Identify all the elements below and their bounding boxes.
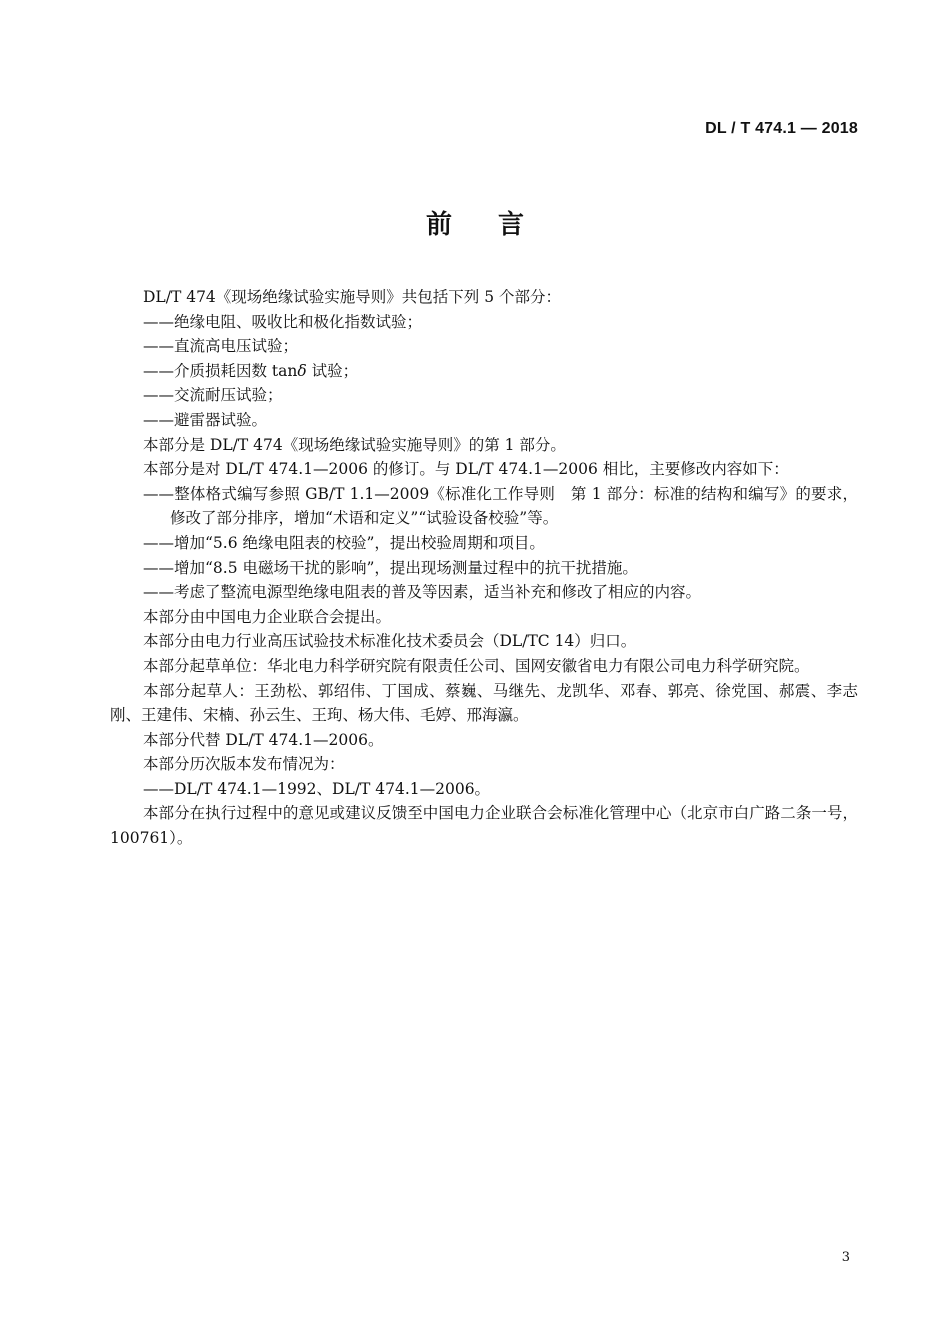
paragraph: 本部分在执行过程中的意见或建议反馈至中国电力企业联合会标准化管理中心（北京市白广路二条一号，100761）。 bbox=[110, 804, 858, 848]
paragraph-intro: DL/T 474《现场绝缘试验实施导则》共包括下列 5 个部分： bbox=[143, 288, 562, 306]
list-item: ——交流耐压试验； bbox=[143, 386, 283, 405]
paragraph: 本部分由电力行业高压试验技术标准化技术委员会（DL/TC 14）归口。 bbox=[143, 632, 637, 651]
list-item: ——增加“8.5 电磁场干扰的影响”，提出现场测量过程中的抗干扰措施。 bbox=[143, 558, 638, 577]
document-body bbox=[110, 285, 858, 851]
list-item: ——直流高电压试验； bbox=[143, 337, 299, 356]
paragraph: 本部分代替 DL/T 474.1—2006。 bbox=[143, 730, 384, 749]
list-item: ——整体格式编写参照 GB/T 1.1—2009《标准化工作导则 第 1 部分：标准的结构和编写》的要求，修改了部分排序，增加“术语和定义”“试验设备校验”等。 bbox=[143, 484, 858, 528]
paragraph: 本部分由中国电力企业联合会提出。 bbox=[143, 607, 392, 626]
list-item-text: ——介质损耗因数 tan bbox=[143, 361, 298, 380]
page-title: 前言 bbox=[425, 210, 570, 240]
list-item: ——避雷器试验。 bbox=[143, 410, 268, 429]
paragraph: 本部分是对 DL/T 474.1—2006 的修订。与 DL/T 474.1—2006 相比，主要修改内容如下： bbox=[143, 460, 789, 479]
list-item: ——绝缘电阻、吸收比和极化指数试验； bbox=[143, 312, 423, 331]
list-item bbox=[110, 359, 858, 384]
delta-symbol: δ bbox=[297, 361, 307, 380]
list-item-text: 试验； bbox=[306, 361, 359, 380]
paragraph: 本部分起草人：王劲松、郭绍伟、丁国成、蔡巍、马继先、龙凯华、邓春、郭亮、徐党国、郝震、李志刚、王建伟、宋楠、孙云生、王珣、杨大伟、毛婷、邢海瀛。 bbox=[110, 681, 858, 725]
paragraph: 本部分起草单位：华北电力科学研究院有限责任公司、国网安徽省电力有限公司电力科学研究院。 bbox=[143, 656, 810, 675]
paragraph: 本部分历次版本发布情况为： bbox=[143, 755, 345, 774]
list-item: ——考虑了整流电源型绝缘电阻表的普及等因素，适当补充和修改了相应的内容。 bbox=[143, 583, 702, 602]
page-number: 3 bbox=[841, 1250, 850, 1265]
list-item: ——DL/T 474.1—1992、DL/T 474.1—2006。 bbox=[143, 779, 491, 798]
list-item: ——增加“5.6 绝缘电阻表的校验”，提出校验周期和项目。 bbox=[143, 533, 545, 552]
paragraph: 本部分是 DL/T 474《现场绝缘试验实施导则》的第 1 部分。 bbox=[143, 435, 566, 454]
document-code-header: DL / T 474.1 — 2018 bbox=[705, 120, 858, 137]
